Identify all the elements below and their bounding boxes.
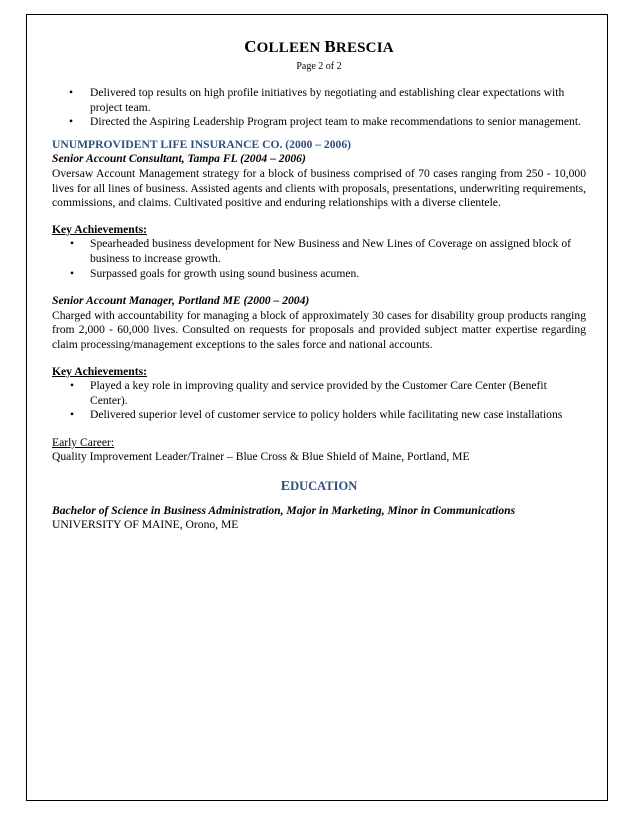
early-career-heading: Early Career: (52, 435, 115, 449)
resume-page (52, 38, 586, 533)
early-career-entry: Quality Improvement Leader/Trainer – Blue Cross & Blue Shield of Maine, Portland, ME (52, 450, 470, 464)
job-title: Senior Account Consultant, Tampa FL (2004 – 2006) (52, 152, 306, 166)
candidate-name: COLLEEN BRESCIA (244, 37, 394, 56)
education-heading: EDUCATION (280, 479, 358, 495)
achievements-list (52, 237, 586, 281)
achievements-heading: Key Achievements: (52, 364, 147, 378)
achievements-heading: Key Achievements: (52, 222, 147, 236)
school: UNIVERSITY OF MAINE, Orono, ME (52, 518, 239, 532)
degree: Bachelor of Science in Business Administration, Major in Marketing, Minor in Communications (52, 503, 516, 517)
list-item: • Delivered superior level of customer service to policy holders while facilitating new case installations (52, 408, 586, 423)
list-item: • Directed the Aspiring Leadership Program project team to make recommendations to senior management. (52, 115, 586, 130)
prior-bullets (52, 86, 586, 130)
job-description: Charged with accountability for managing a block of approximately 30 cases for disability group products ranging from 2,000 - 60,000 lives. Consulted on requests for proposals and provided subject matter expertise regarding claim processing/management exceptions to the sales force and national accounts. (52, 308, 586, 351)
company-heading: UNUMPROVIDENT LIFE INSURANCE CO. (2000 – 2006) (52, 137, 351, 151)
job-title: Senior Account Manager, Portland ME (2000 – 2004) (52, 294, 310, 308)
achievements-list (52, 379, 586, 423)
list-item: • Spearheaded business development for New Business and New Lines of Coverage on assigned block of business to increase growth. (52, 237, 586, 266)
list-item: • Surpassed goals for growth using sound business acumen. (52, 267, 586, 282)
job-description: Oversaw Account Management strategy for a block of business comprised of 70 cases ranging from 250 - 10,000 lives for all lines of business. Assisted agents and clients with proposals, presentations, underwriting requirements, commissions, and claims. Cultivated positive and enduring relationships with a diverse clientele. (52, 166, 586, 210)
list-item: • Played a key role in improving quality and service provided by the Customer Care Center (Benefit Center). (52, 379, 586, 408)
page-number: Page 2 of 2 (296, 61, 342, 72)
list-item: • Delivered top results on high profile initiatives by negotiating and establishing clear expectations with project team. (52, 86, 586, 115)
